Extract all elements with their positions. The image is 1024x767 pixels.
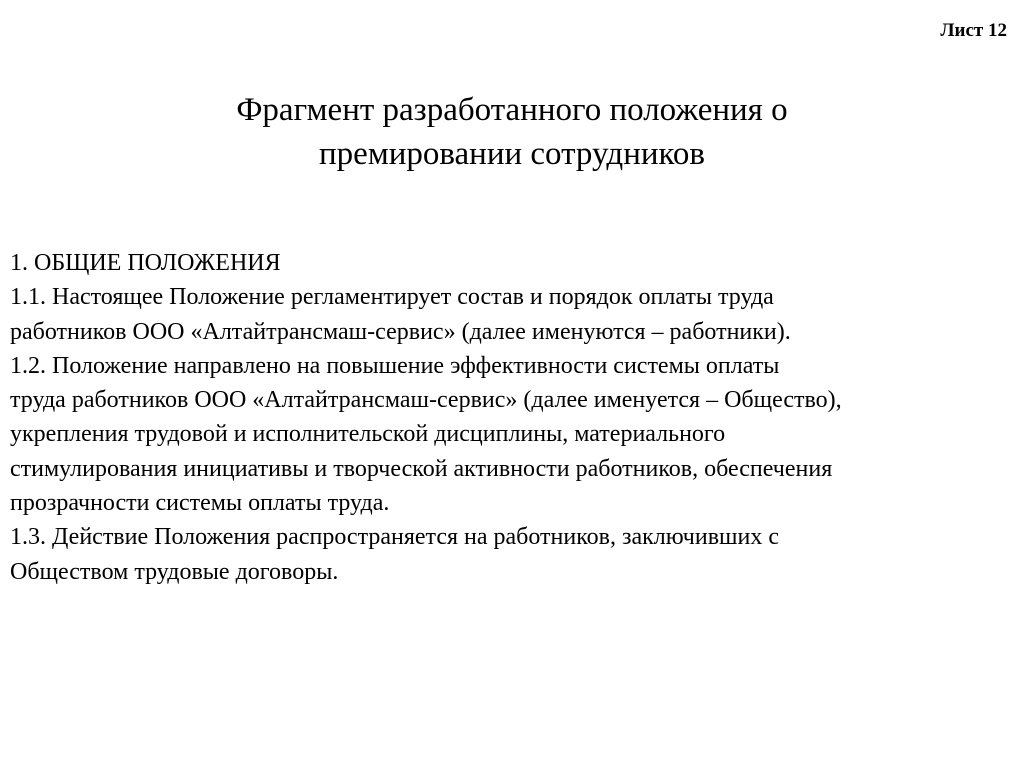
text-line: 1.2. Положение направлено на повышение эффективности системы оплаты — [10, 352, 780, 379]
document-body — [10, 246, 1015, 589]
document-title — [0, 88, 1024, 176]
document-title-line-1: Фрагмент разработанного положения о — [236, 92, 788, 128]
text-line: прозрачности системы оплаты труда. — [10, 490, 390, 517]
text-line: 1.1. Настоящее Положение регламентирует состав и порядок оплаты труда — [10, 284, 774, 311]
text-line: труда работников ООО «Алтайтрансмаш-сервис» (далее именуется – Общество), — [10, 387, 842, 414]
text-line: Обществом трудовые договоры. — [10, 558, 339, 585]
text-line: стимулирования инициативы и творческой активности работников, обеспечения — [10, 455, 833, 482]
text-line: укрепления трудовой и исполнительской дисциплины, материального — [10, 421, 726, 448]
section-heading: 1. ОБЩИЕ ПОЛОЖЕНИЯ — [10, 250, 281, 276]
text-line: работников ООО «Алтайтрансмаш-сервис» (далее именуются – работники). — [10, 318, 791, 345]
sheet-number-label: Лист 12 — [940, 20, 1007, 41]
text-line: 1.3. Действие Положения распространяется на работников, заключивших с — [10, 524, 780, 551]
document-title-line-2: премировании сотрудников — [319, 136, 705, 172]
